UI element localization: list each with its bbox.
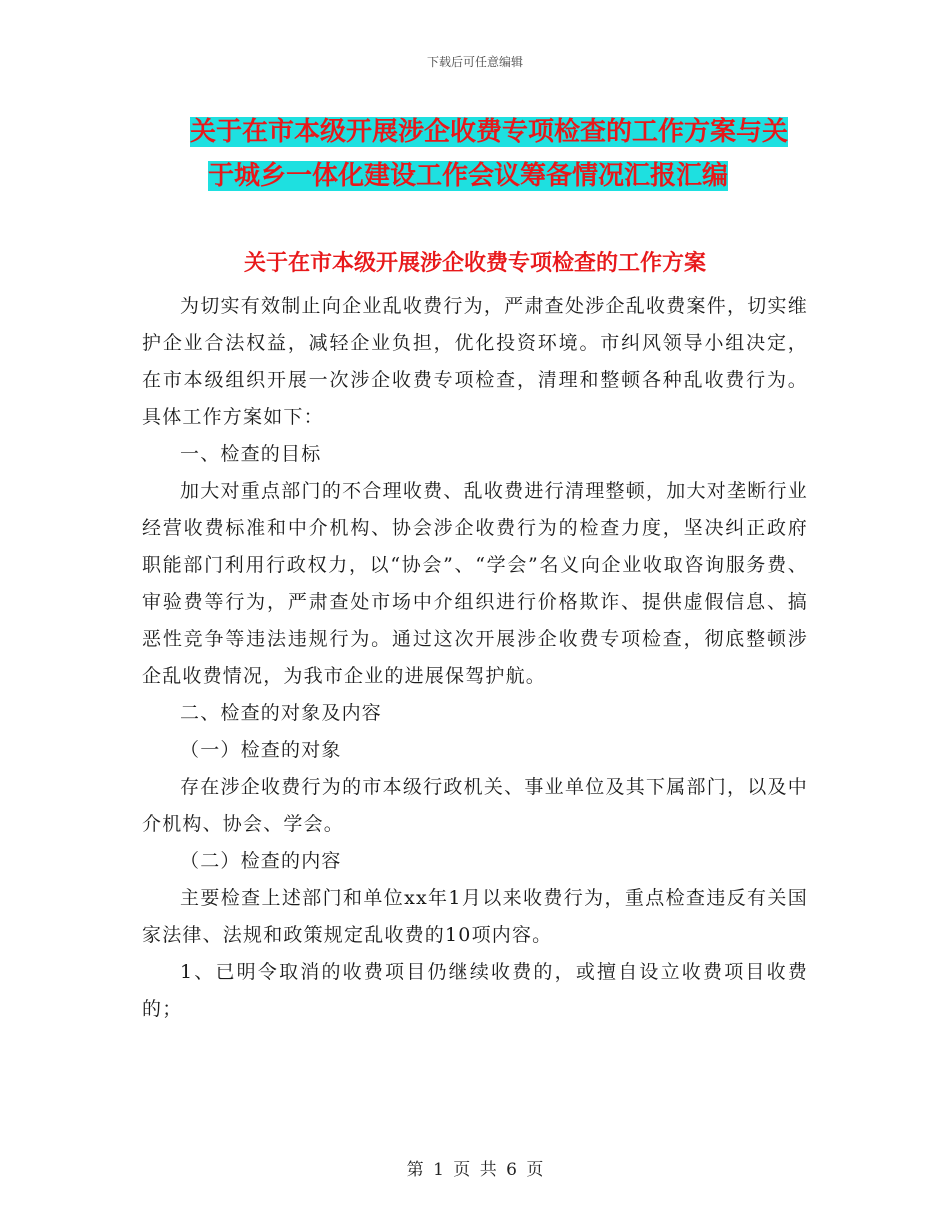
document-title — [190, 110, 830, 198]
paragraph-targets: 存在涉企收费行为的市本级行政机关、事业单位及其下属部门，以及中介机构、协会、学会。 — [142, 776, 808, 835]
document-body — [142, 288, 808, 1028]
section-title: 关于在市本级开展涉企收费专项检查的工作方案 — [243, 250, 706, 276]
document-title-line-2: 于城乡一体化建设工作会议筹备情况汇报汇编 — [208, 161, 729, 191]
document-title-line-1: 关于在市本级开展涉企收费专项检查的工作方案与关 — [190, 117, 789, 147]
page-header: 下载后可任意编辑 — [426, 55, 523, 69]
paragraph-objectives: 加大对重点部门的不合理收费、乱收费进行清理整顿，加大对垄断行业经营收费标准和中介机构、协会涉企收费行为的检查力度，坚决纠正政府职能部门利用行政权力，以“协会”、“学会”名义向企业收取咨询服务费、审验费等行为，严肃查处市场中介组织进行价格欺诈、提供虚假信息、搞恶性竞争等违法违规行为。通过这次开展涉企收费专项检查，彻底整顿涉企乱收费情况，为我市企业的进展保驾护航。 — [142, 480, 808, 687]
page-footer: 第 1 页 共 6 页 — [406, 1160, 544, 1180]
heading-targets-content: 二、检查的对象及内容 — [180, 702, 383, 724]
heading-objectives: 一、检查的目标 — [180, 443, 322, 465]
paragraph-intro: 为切实有效制止向企业乱收费行为，严肃查处涉企乱收费案件，切实维护企业合法权益，减轻企业负担，优化投资环境。市纠风领导小组决定，在市本级组织开展一次涉企收费专项检查，清理和整顿各种乱收费行为。具体工作方案如下： — [142, 295, 808, 428]
subheading-targets: （一）检查的对象 — [180, 739, 342, 761]
subheading-content: （二）检查的内容 — [180, 850, 342, 872]
paragraph-content: 主要检查上述部门和单位xx年1月以来收费行为，重点检查违反有关国家法律、法规和政策规定乱收费的10项内容。 — [142, 887, 808, 946]
list-item-1: 1、已明令取消的收费项目仍继续收费的，或擅自设立收费项目收费的； — [142, 961, 808, 1020]
